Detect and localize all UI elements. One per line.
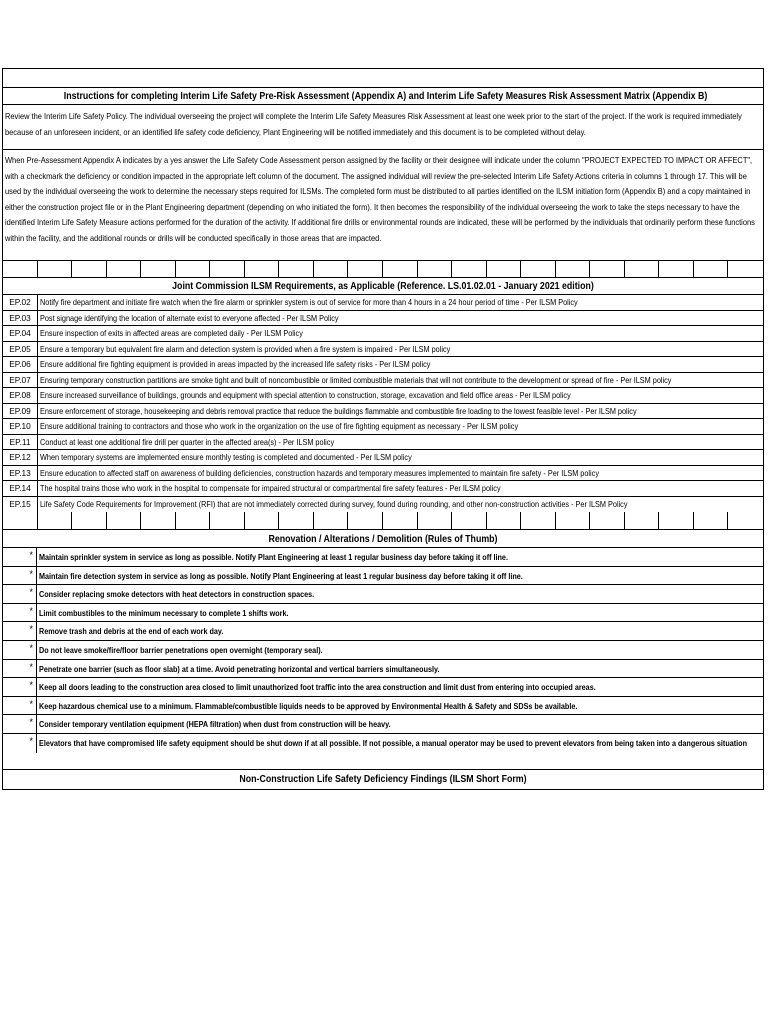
- blank-spacer-row: [3, 753, 763, 770]
- jc-requirement-row: [3, 404, 763, 420]
- instructions-paragraph-2: [3, 150, 763, 261]
- ep-code: EP.08: [3, 388, 38, 403]
- ep-text-cell: [38, 342, 763, 357]
- ep-text-cell: [38, 450, 763, 465]
- jc-requirements-list: [3, 295, 763, 512]
- blank-top-row: [3, 69, 763, 88]
- renovation-rule-row: [3, 567, 763, 586]
- ep-code: EP.15: [3, 497, 38, 513]
- ep-code: EP.03: [3, 311, 38, 326]
- ep-text: Post signage identifying the location of alternate exist to everyone affected - Per ILSM Policy: [40, 312, 339, 323]
- jc-title: Joint Commission ILSM Requirements, as Applicable (Reference. LS.01.02.01 - January 2021 edition): [172, 280, 594, 292]
- jc-requirement-row: [3, 373, 763, 389]
- rule-bullet-mark: *: [3, 548, 37, 566]
- rule-text: Do not leave smoke/fire/floor barrier penetrations open overnight (temporary seal).: [39, 644, 323, 655]
- rule-text-cell: [37, 548, 763, 566]
- renovation-rule-row: [3, 585, 763, 604]
- jc-requirement-row: [3, 435, 763, 451]
- ep-text: Ensure inspection of exits in affected areas are completed daily - Per ILSM Policy: [40, 328, 303, 338]
- ep-text: Ensure enforcement of storage, housekeeping and debris removal practice that reduce the buildings flammable and combustible fire loading to the lowest feasible level - Per ILSM policy: [40, 405, 637, 416]
- ilsm-form: [2, 68, 764, 790]
- ep-text-cell: [38, 481, 763, 496]
- ep-text-cell: [38, 435, 763, 450]
- ep-code: EP.04: [3, 326, 38, 341]
- rule-text-cell: [37, 622, 763, 640]
- ep-text-cell: [38, 357, 763, 372]
- jc-requirement-row: [3, 342, 763, 358]
- ep-code: EP.09: [3, 404, 38, 419]
- rule-bullet-mark: *: [3, 641, 37, 659]
- rule-text-cell: [37, 678, 763, 696]
- ep-code: EP.07: [3, 373, 38, 388]
- renovation-rule-row: [3, 548, 763, 567]
- renovation-rule-row: [3, 678, 763, 697]
- rule-text-cell: [37, 734, 763, 753]
- ep-text-cell: [38, 419, 763, 434]
- ep-text-cell: [38, 295, 763, 310]
- jc-requirement-row: [3, 326, 763, 342]
- ep-code: EP.06: [3, 357, 38, 372]
- ep-code: EP.02: [3, 295, 38, 310]
- jc-title-row: [3, 278, 763, 295]
- renovation-rule-row: [3, 715, 763, 734]
- rule-text-cell: [37, 567, 763, 585]
- rule-bullet-mark: *: [3, 567, 37, 585]
- grid-spacer-row-1: [3, 261, 763, 278]
- ep-text-cell: [38, 311, 763, 326]
- jc-requirement-row: [3, 311, 763, 327]
- ep-text: Ensure additional fire fighting equipment is provided in areas impacted by the increased life safety risks - Per ILSM policy: [40, 359, 431, 369]
- rule-text: Maintain sprinkler system in service as long as possible. Notify Plant Engineering at least 1 regular business day before taking it off line.: [39, 552, 508, 562]
- ep-text: Notify fire department and initiate fire watch when the fire alarm or sprinkler system is out of service for more than 4 hours in a 24 hour period of time - Per ILSM Policy: [40, 297, 578, 307]
- ep-text: Conduct at least one additional fire drill per quarter in the affected area(s) - Per ILSM policy: [40, 436, 335, 447]
- rule-bullet-mark: *: [3, 715, 37, 733]
- rule-bullet-mark: *: [3, 678, 37, 696]
- jc-requirement-row: [3, 295, 763, 311]
- ep-code: EP.12: [3, 450, 38, 465]
- ep-code: EP.14: [3, 481, 38, 496]
- ep-code: EP.11: [3, 435, 38, 450]
- jc-requirement-row: [3, 419, 763, 435]
- instructions-paragraph-2-text: When Pre-Assessment Appendix A indicates by a yes answer the Life Safety Code Assessment person assigned by the facility or their designee will indicate under the column "PROJECT EXPECTED TO IMPACT OR AFFECT", with a checkmark the deficiency or condition impacted in the appropriate left column of the document. The assigned individual will review the pre-selected Interim Life Safety Actions criteria in columns 1 through 17. This will be used by the individual overseeing the work to determine the necessary steps required for ILSMs. The completed form must be distributed to all parties identified on the ILSM initiation form (Appendix B) and a copy maintained in either the construction project file or in the Plant Engineering department (depending on who initiated the form). It then becomes the responsibility of the individual overseeing the work to take the steps necessary to have the identified Interim Life Safety Measure actions performed for the duration of the activity. If additional fire drills or environmental rounds are indicated, these will be performed by the individuals that ordinarily perform these functions within the facility, and the additional rounds or drills will be conducted specifically in those areas that are impacted.: [5, 155, 755, 243]
- rule-text: Remove trash and debris at the end of each work day.: [39, 626, 224, 637]
- rule-text: Limit combustibles to the minimum necessary to complete 1 shifts work.: [39, 607, 289, 618]
- ep-code: EP.05: [3, 342, 38, 357]
- rule-text: Keep hazardous chemical use to a minimum. Flammable/combustible liquids needs to be approved by Environmental Health & Safety and SDSs be available.: [39, 700, 578, 711]
- nonconstruction-title: Non-Construction Life Safety Deficiency Findings (ILSM Short Form): [239, 772, 527, 785]
- renovation-title: Renovation / Alterations / Demolition (Rules of Thumb): [268, 533, 498, 545]
- ep-text: The hospital trains those who work in the hospital to compensate for impaired structural or compartmental fire safety features - Per ILSM policy: [40, 483, 501, 493]
- ep-text: When temporary systems are implemented ensure monthly testing is completed and documented - Per ILSM policy: [40, 452, 412, 462]
- rule-text: Consider temporary ventilation equipment (HEPA filtration) when dust from construction will be heavy.: [39, 719, 391, 730]
- rule-text: Consider replacing smoke detectors with heat detectors in construction spaces.: [39, 589, 315, 600]
- ep-text: Ensure additional training to contractors and those who work in the organization on the use of fire fighting equipment as necessary - Per ILSM policy: [40, 421, 519, 431]
- ep-text-cell: [38, 326, 763, 341]
- ep-text: Life Safety Code Requirements for Improvement (RFI) that are not immediately corrected during survey, found during rounding, and other non-construction activities - Per ILSM Policy: [40, 498, 628, 509]
- jc-requirement-row: [3, 388, 763, 404]
- ep-text-cell: [38, 373, 763, 388]
- renovation-rule-row: [3, 734, 763, 753]
- nonconstruction-title-row: [3, 770, 763, 789]
- renovation-rule-row: [3, 641, 763, 660]
- instructions-paragraph-1-text: Review the Interim Life Safety Policy. The individual overseeing the project will complete the Interim Life Safety Measures Risk Assessment at least one week prior to the start of the project. If the work is required immediately because of an unforeseen incident, or an identified life safety code deficiency, Plant Engineering will be notified immediately and this document is to be completed without delay.: [5, 111, 742, 137]
- rule-text: Keep all doors leading to the construction area closed to limit unauthorized foot traffic into the area construction and limit dust from entering into occupied areas.: [39, 682, 596, 693]
- jc-requirement-row: [3, 466, 763, 482]
- rule-text-cell: [37, 585, 763, 603]
- ep-text: Ensure a temporary but equivalent fire alarm and detection system is provided when a fire system is impaired - Per ILSM policy: [40, 343, 451, 354]
- renovation-rule-row: [3, 604, 763, 623]
- rule-text-cell: [37, 660, 763, 678]
- rule-bullet-mark: *: [3, 660, 37, 678]
- rule-bullet-mark: *: [3, 734, 37, 753]
- instructions-title: Instructions for completing Interim Life Safety Pre-Risk Assessment (Appendix A) and Interim Life Safety Measures Risk Assessment Matrix (Appendix B): [63, 90, 708, 102]
- jc-requirement-row: [3, 450, 763, 466]
- renovation-title-row: [3, 530, 763, 548]
- ep-text-cell: [38, 388, 763, 403]
- ep-text: Ensuring temporary construction partitions are smoke tight and built of noncombustible or limited combustible materials that will not contribute to the development or spread of fire - Per ILSM policy: [40, 374, 672, 385]
- rule-bullet-mark: *: [3, 697, 37, 715]
- jc-requirement-row: [3, 357, 763, 373]
- rule-text-cell: [37, 697, 763, 715]
- ep-code: EP.10: [3, 419, 38, 434]
- renovation-rule-row: [3, 622, 763, 641]
- rule-text: Penetrate one barrier (such as floor slab) at a time. Avoid penetrating horizontal and vertical barriers simultaneously.: [39, 663, 440, 674]
- renovation-rule-row: [3, 660, 763, 679]
- rule-bullet-mark: *: [3, 585, 37, 603]
- rule-bullet-mark: *: [3, 604, 37, 622]
- renovation-rules-list: [3, 548, 763, 753]
- ep-text-cell: [38, 466, 763, 481]
- jc-requirement-row: [3, 497, 763, 513]
- instructions-paragraph-1: [3, 105, 763, 150]
- jc-requirement-row: [3, 481, 763, 497]
- ep-code: EP.13: [3, 466, 38, 481]
- renovation-rule-row: [3, 697, 763, 716]
- grid-spacer-row-2: [3, 512, 763, 530]
- ep-text-cell: [38, 497, 763, 513]
- ep-text-cell: [38, 404, 763, 419]
- rule-text: Maintain fire detection system in service as long as possible. Notify Plant Engineering at least 1 regular business day before taking it off line.: [39, 570, 523, 581]
- rule-bullet-mark: *: [3, 622, 37, 640]
- ep-text: Ensure increased surveillance of buildings, grounds and equipment with special attention to construction, storage, excavation and field office areas - Per ILSM policy: [40, 390, 571, 400]
- rule-text-cell: [37, 715, 763, 733]
- rule-text-cell: [37, 641, 763, 659]
- rule-text-cell: [37, 604, 763, 622]
- instructions-title-row: [3, 88, 763, 105]
- ep-text: Ensure education to affected staff on awareness of building deficiencies, construction hazards and temporary measures implemented to maintain fire safety - Per ILSM policy: [40, 467, 599, 478]
- rule-text: Elevators that have compromised life safety equipment should be shut down if at all possible. If not possible, a manual operator may be used to prevent elevators from being taken into a dangerous situation: [39, 737, 747, 748]
